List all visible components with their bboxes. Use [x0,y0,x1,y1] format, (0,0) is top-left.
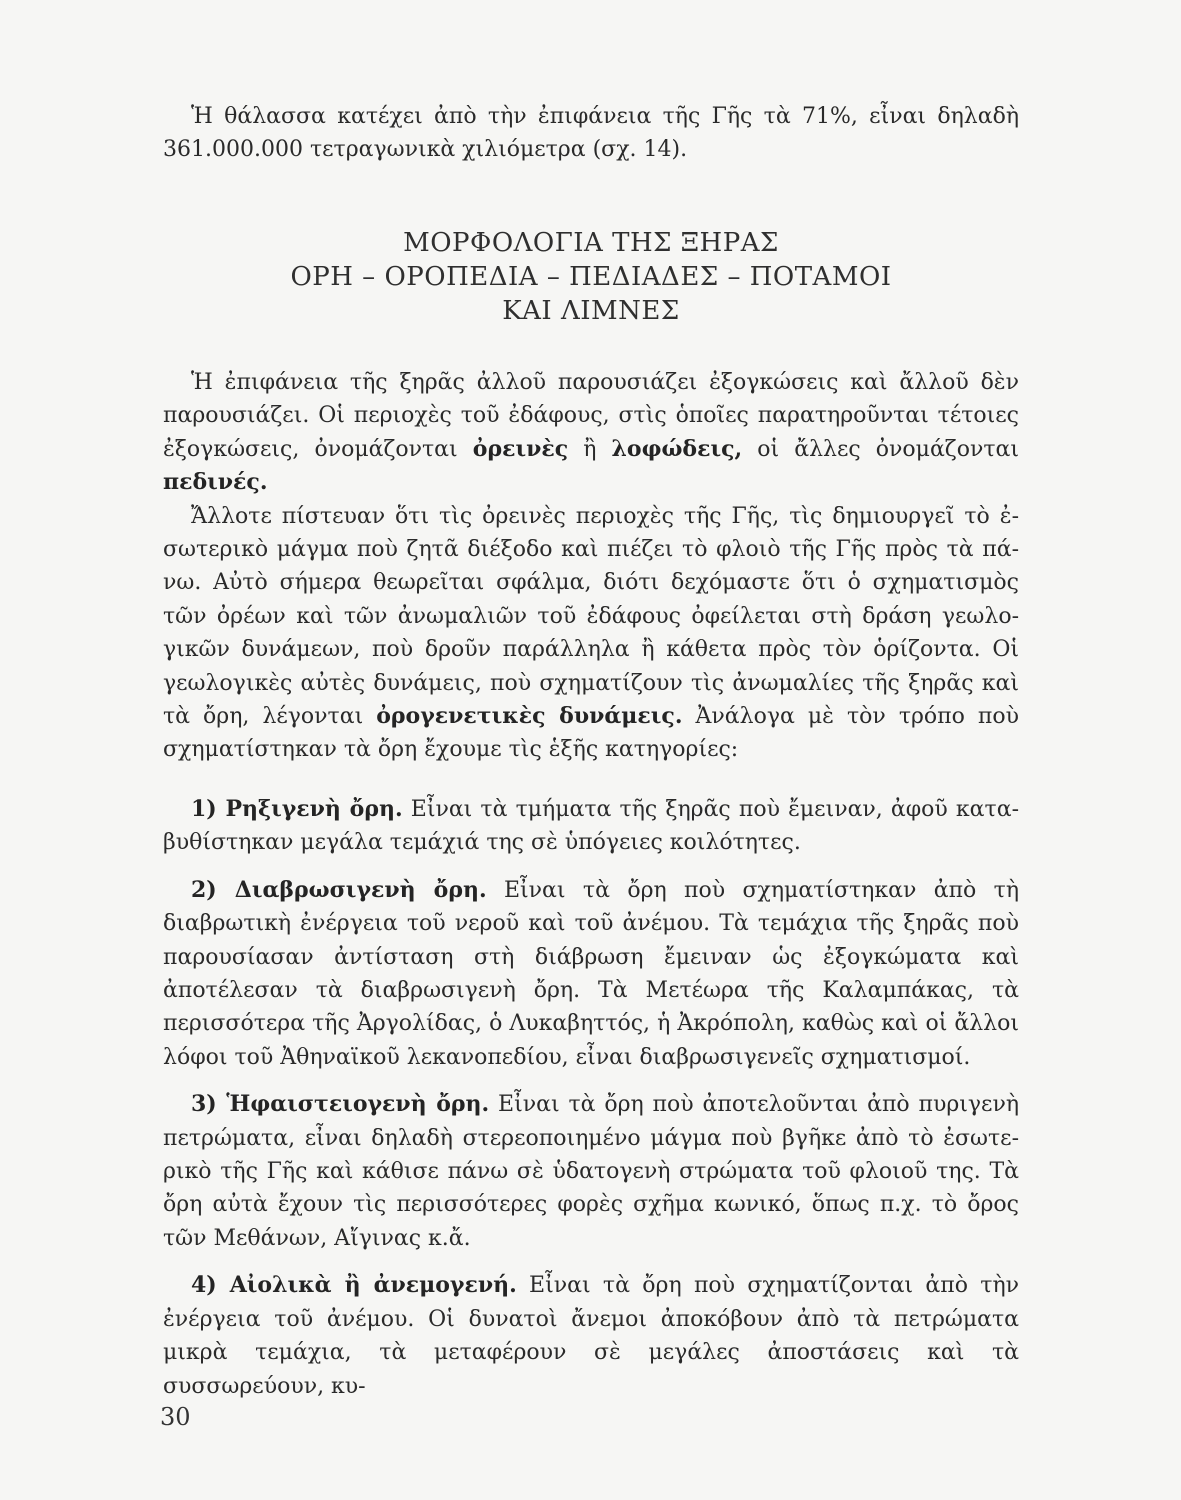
list-item [163,1088,1019,1255]
heading-line-2: ΟΡΗ – ΟΡΟΠΕΔΙΑ – ΠΕΔΙΑΔΕΣ – ΠΟΤΑΜΟΙ [290,262,892,292]
paragraph-2-text-a: Ἄλλοτε πίστευαν ὅτι τὶς ὀρεινὲς περιοχὲς τῆς Γῆς, τὶς δημιουργεῖ τὸ ἐσωτερικὸ μάγμα ποὺ ζητᾶ διέξοδο καὶ πιέζει τὸ φλοιὸ τῆς Γῆς πρὸς τὰ πάνω. Αὐτὸ σήμερα θεωρεῖται σφάλμα, διότι δεχόμαστε ὅτι ὁ σχηματισμὸς τῶν ὀρέων καὶ τῶν ἀνωμαλιῶν τοῦ ἐδάφους ὀφείλεται στὴ δράση γεωλογικῶν δυνάμεων, ποὺ δροῦν παράλληλα ἢ κάθετα πρὸς τὸν ὁρίζοντα. Οἱ γεωλογικὲς αὐτὲς δυνάμεις, ποὺ σχηματίζουν τὶς ἀνωμαλίες τῆς ξηρᾶς καὶ τὰ ὄρη, λέγονται [163,503,1019,730]
list-item [163,1269,1019,1403]
paragraph-1-text-d: οἱ ἄλλες ὀνομάζονται [742,436,1020,462]
list-item [163,874,1019,1074]
list-item-title: 4) Αἰολικὰ ἢ ἀνεμογενή. [191,1272,517,1299]
list-item-title: 2) Διαβρωσιγενὴ ὄρη. [191,876,487,903]
intro-paragraph [163,100,1019,167]
paragraph-1-text-a: Ἡ ἐπιφάνεια τῆς ξηρᾶς ἀλλοῦ παρουσιάζει ἐξογκώσεις καὶ ἄλλοῦ δὲν παρουσιάζει. Οἱ περιοχὲς τοῦ ἐδάφους, στὶς ὁποῖες παρατηροῦνται τέτοιες ἐξογκώσεις, ὀνομάζονται [163,370,1019,462]
categories-list [163,793,1019,1403]
term-orogenic-forces: ὀρογενετικὲς δυνάμεις. [376,703,683,730]
list-item-text: Εἶναι τὰ τμήματα τῆς ξηρᾶς ποὺ ἔμειναν, ἀφοῦ καταβυθίστηκαν μεγάλα τεμάχιά της σὲ ὑπόγειες κοιλότητες. [163,797,1019,856]
body-text [163,366,1019,767]
list-item [163,793,1019,860]
heading-line-1: ΜΟΡΦΟΛΟΓΙΑ ΤΗΣ ΞΗΡΑΣ [403,228,779,258]
paragraph-1 [163,366,1019,500]
term-hilly: λοφώδεις, [611,435,743,462]
list-item-text: Εἶναι τὰ ὄρη ποὺ σχηματίζονται ἀπὸ τὴν ἐνέργεια τοῦ ἀνέμου. Οἱ δυνατοὶ ἄνεμοι ἀποκόβουν ἀπὸ τὰ πετρώματα μικρὰ τεμάχια, τὰ μεταφέρουν σὲ μεγάλες ἀποστάσεις καὶ τὰ συσσωρεύουν, κυ- [163,1273,1019,1399]
term-lowland: πεδινές. [163,469,268,496]
list-item-text: Εἶναι τὰ ὄρη ποὺ σχηματίστηκαν ἀπὸ τὴ διαβρωτικὴ ἐνέργεια τοῦ νεροῦ καὶ τοῦ ἀνέμου. Τὰ τεμάχια τῆς ξηρᾶς ποὺ παρουσίασαν ἀντίσταση στὴ διάβρωση ἔμειναν ὡς ἐξογκώματα καὶ ἀποτέλεσαν τὰ διαβρωσιγενὴ ὄρη. Τὰ Μετέωρα τῆς Καλαμπάκας, τὰ περισσότερα τῆς Ἀργολίδας, ὁ Λυκαβηττός, ἡ Ἀκρόπολη, καθὼς καὶ οἱ ἄλλοι λόφοι τοῦ Ἀθηναϊκοῦ λεκανοπεδίου, εἶναι διαβρωσιγενεῖς σχηματισμοί. [163,877,1019,1070]
section-heading [163,226,1019,328]
paragraph-2-text-c: Ἀνάλογα μὲ τὸν τρόπο ποὺ σχηματίστηκαν τὰ ὄρη ἔχουμε τὶς ἑξῆς κατηγορίες: [163,704,1019,763]
list-item-title: 1) Ρηξιγενὴ ὄρη. [191,796,403,822]
term-mountainous: ὀρεινὲς [472,435,569,462]
heading-line-3: ΚΑΙ ΛΙΜΝΕΣ [502,296,680,326]
paragraph-1-text-c: ἢ [568,436,612,462]
list-item-text: Εἶναι τὰ ὄρη ποὺ ἀποτελοῦνται ἀπὸ πυριγενὴ πετρώματα, εἶναι δηλαδὴ στερεοποιημένο μάγμα ποὺ βγῆκε ἀπὸ τὸ ἐσωτερικὸ τῆς Γῆς καὶ κάθισε πάνω σὲ ὑδατογενὴ στρώματα τοῦ φλοιοῦ της. Τὰ ὄρη αὐτὰ ἔχουν τὶς περισσότερες φορὲς σχῆμα κωνικό, ὅπως π.χ. τὸ ὄρος τῶν Μεθάνων, Αἴγινας κ.ἄ. [163,1092,1020,1251]
intro-text: Ἡ θάλασσα κατέχει ἀπὸ τὴν ἐπιφάνεια τῆς Γῆς τὰ 71%, εἶναι δηλαδὴ 361.000.000 τετραγωνικὰ χιλιόμετρα (σχ. 14). [163,104,1019,163]
list-item-title: 3) Ἡφαιστειογενὴ ὄρη. [191,1091,490,1118]
paragraph-2 [163,500,1019,767]
page-number: 30 [160,1403,191,1431]
